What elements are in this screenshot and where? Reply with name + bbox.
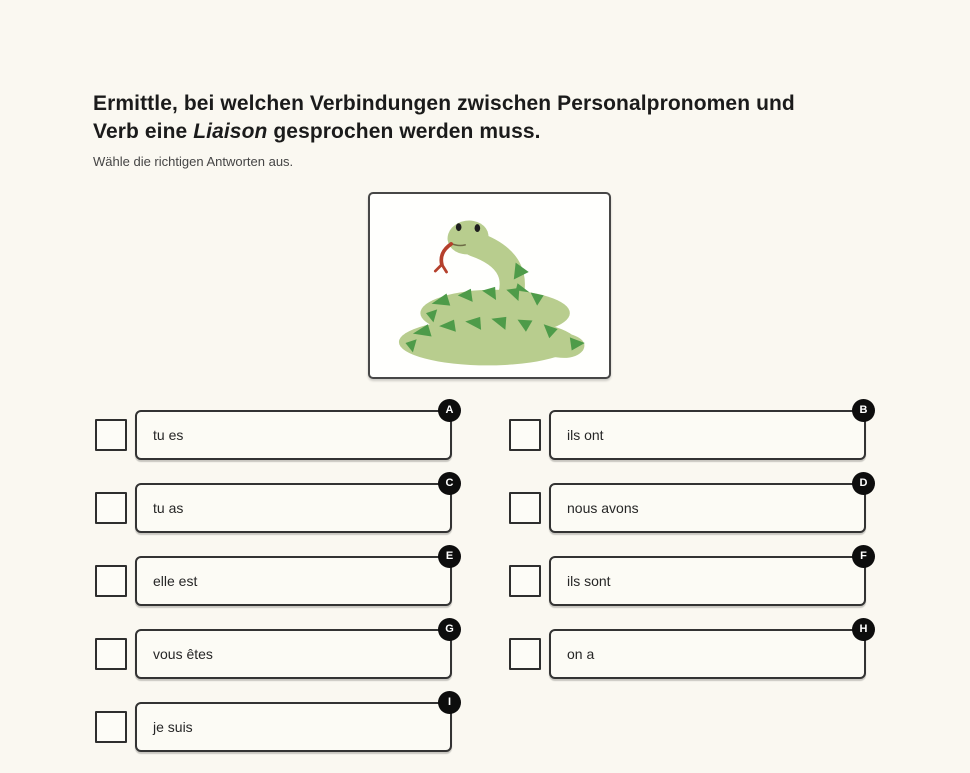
option-label: ils ont bbox=[567, 427, 604, 443]
question-title bbox=[93, 90, 893, 146]
option-checkbox-e[interactable] bbox=[95, 565, 127, 597]
option-item-c bbox=[95, 477, 454, 533]
option-box-d[interactable] bbox=[549, 477, 868, 533]
option-item-f bbox=[509, 550, 867, 606]
option-box-c[interactable] bbox=[135, 477, 454, 533]
option-label: tu es bbox=[153, 427, 184, 443]
option-item-e bbox=[95, 550, 454, 606]
option-checkbox-f[interactable] bbox=[509, 565, 541, 597]
question-title-line2-before: Verb eine bbox=[93, 120, 194, 143]
option-checkbox-a[interactable] bbox=[95, 419, 127, 451]
option-checkbox-d[interactable] bbox=[509, 492, 541, 524]
option-item-d bbox=[509, 477, 868, 533]
option-label: je suis bbox=[153, 719, 193, 735]
option-label: tu as bbox=[153, 500, 184, 516]
option-box-h[interactable] bbox=[549, 623, 868, 679]
option-letter-badge: E bbox=[438, 545, 461, 568]
question-title-italic-term: Liaison bbox=[193, 120, 268, 143]
option-letter-badge: G bbox=[438, 618, 461, 641]
option-checkbox-h[interactable] bbox=[509, 638, 541, 670]
option-label: ils sont bbox=[567, 573, 611, 589]
option-label: elle est bbox=[153, 573, 198, 589]
question-title-line2-after: gesprochen werden muss. bbox=[267, 120, 541, 143]
option-letter-badge: I bbox=[438, 691, 461, 714]
option-letter-badge: F bbox=[852, 545, 875, 568]
option-box-i[interactable] bbox=[135, 696, 452, 752]
option-label: vous êtes bbox=[153, 646, 213, 662]
option-checkbox-c[interactable] bbox=[95, 492, 127, 524]
instruction-text: Wähle die richtigen Antworten aus. bbox=[93, 154, 294, 169]
question-image-card bbox=[368, 192, 611, 379]
option-letter-badge: H bbox=[852, 618, 875, 641]
option-box-e[interactable] bbox=[135, 550, 454, 606]
option-checkbox-b[interactable] bbox=[509, 419, 541, 451]
option-checkbox-i[interactable] bbox=[95, 711, 127, 743]
option-label: on a bbox=[567, 646, 595, 662]
option-box-g[interactable] bbox=[135, 623, 454, 679]
option-item-h bbox=[509, 623, 868, 679]
option-item-i bbox=[95, 696, 452, 752]
option-label: nous avons bbox=[567, 500, 639, 516]
option-letter-badge: B bbox=[852, 399, 875, 422]
option-box-f[interactable] bbox=[549, 550, 867, 606]
option-letter-badge: A bbox=[438, 399, 461, 422]
option-item-b bbox=[509, 404, 868, 460]
option-item-a bbox=[95, 404, 454, 460]
option-checkbox-g[interactable] bbox=[95, 638, 127, 670]
option-box-a[interactable] bbox=[135, 404, 454, 460]
option-letter-badge: D bbox=[852, 472, 875, 495]
question-title-line1: Ermittle, bei welchen Verbindungen zwischen Personalpronomen und bbox=[93, 92, 795, 115]
option-item-g bbox=[95, 623, 454, 679]
option-letter-badge: C bbox=[438, 472, 461, 495]
option-box-b[interactable] bbox=[549, 404, 868, 460]
snake-image bbox=[377, 201, 602, 371]
answer-options-list bbox=[95, 404, 868, 752]
